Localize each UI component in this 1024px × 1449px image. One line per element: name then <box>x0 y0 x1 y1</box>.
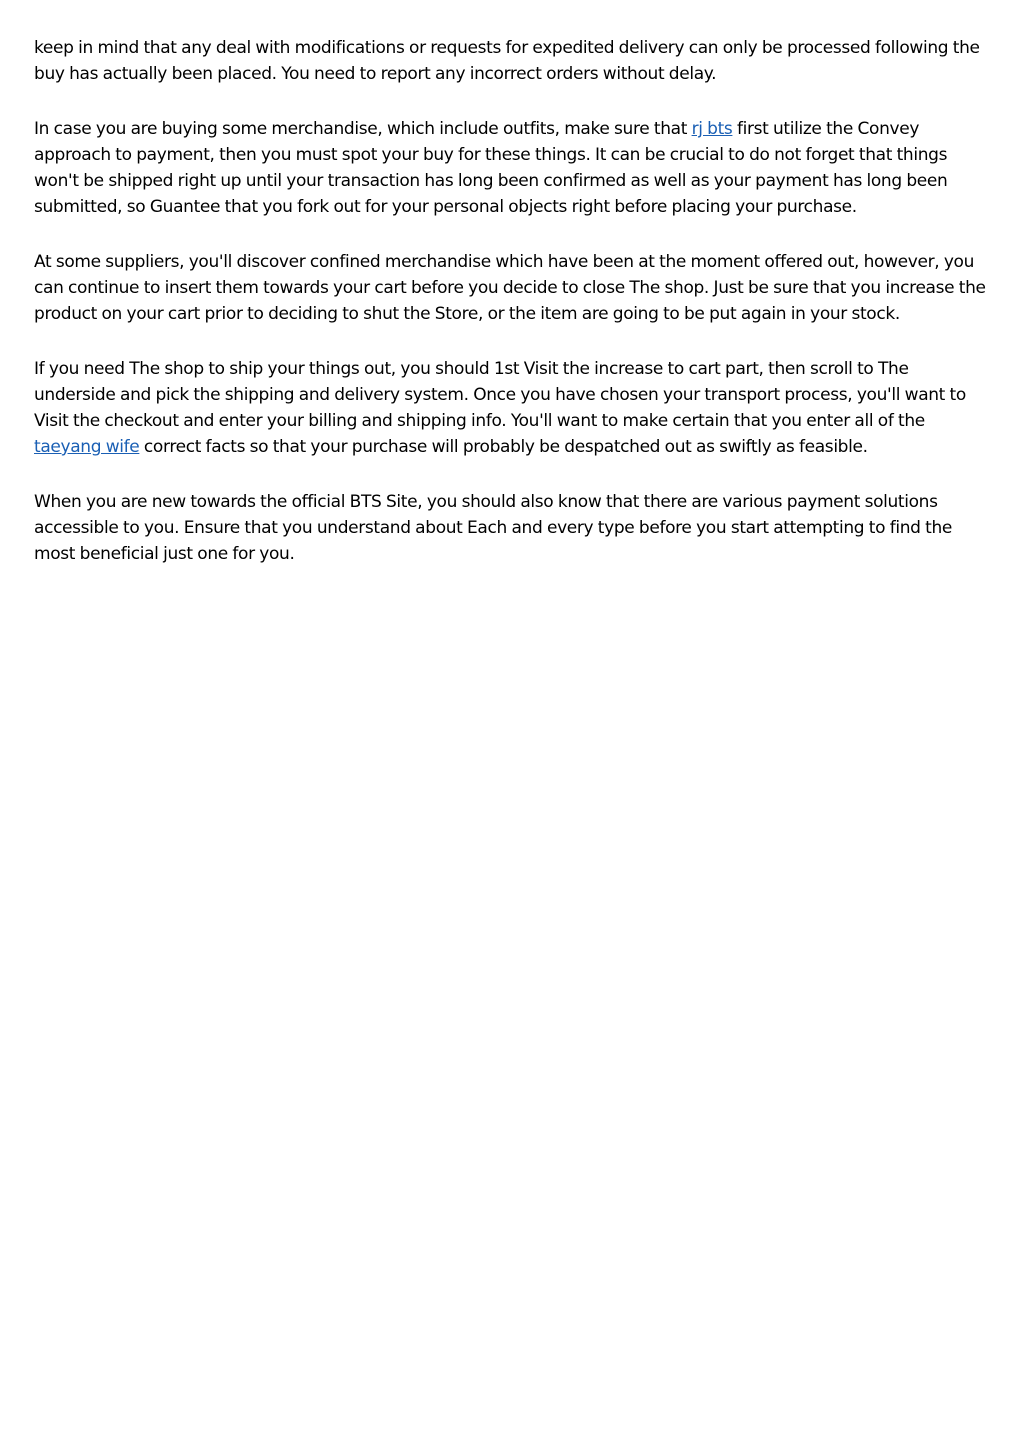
paragraph-text-before-link: If you need The shop to ship your things out, you should 1st Visit the increase to cart part, then scroll to The underside and pick the shipping and delivery system. Once you have chosen your transport process, you'll want to Visit the checkout and enter your billing and shipping info. You'll want to make certain that you enter all of the <box>34 359 966 431</box>
paragraph-text: At some suppliers, you'll discover confined merchandise which have been at the moment offered out, however, you can continue to insert them towards your cart before you decide to close The shop. Just be sure that you increase the product on your cart prior to deciding to shut the Store, or the item are going to be put again in your stock. <box>34 252 986 324</box>
paragraph-order-modifications <box>34 35 994 87</box>
document-page <box>34 35 994 596</box>
paragraph-text-after-link: first utilize the Convey approach to payment, then you must spot your buy for these things. It can be crucial to do not forget that things won't be shipped right up until your transaction has long been confirmed as well as your payment has long been submitted, so Guantee that you fork out for your personal objects right before placing your purchase. <box>34 119 948 217</box>
paragraph-text: keep in mind that any deal with modifications or requests for expedited delivery can only be processed following the buy has actually been placed. You need to report any incorrect orders without delay. <box>34 38 980 84</box>
paragraph-payment-solutions <box>34 489 994 567</box>
paragraph-text: When you are new towards the official BTS Site, you should also know that there are various payment solutions accessible to you. Ensure that you understand about Each and every type before you start attempting to find the most beneficial just one for you. <box>34 492 952 564</box>
taeyang-wife-link[interactable]: taeyang wife <box>34 437 140 457</box>
paragraph-text-before-link: In case you are buying some merchandise, which include outfits, make sure that <box>34 119 692 139</box>
paragraph-buying-merchandise <box>34 116 994 220</box>
paragraph-shipping-process <box>34 356 994 460</box>
paragraph-confined-merchandise <box>34 249 994 327</box>
paragraph-text-after-link: correct facts so that your purchase will probably be despatched out as swiftly as feasible. <box>139 437 868 457</box>
rj-bts-link[interactable]: rj bts <box>691 119 733 139</box>
